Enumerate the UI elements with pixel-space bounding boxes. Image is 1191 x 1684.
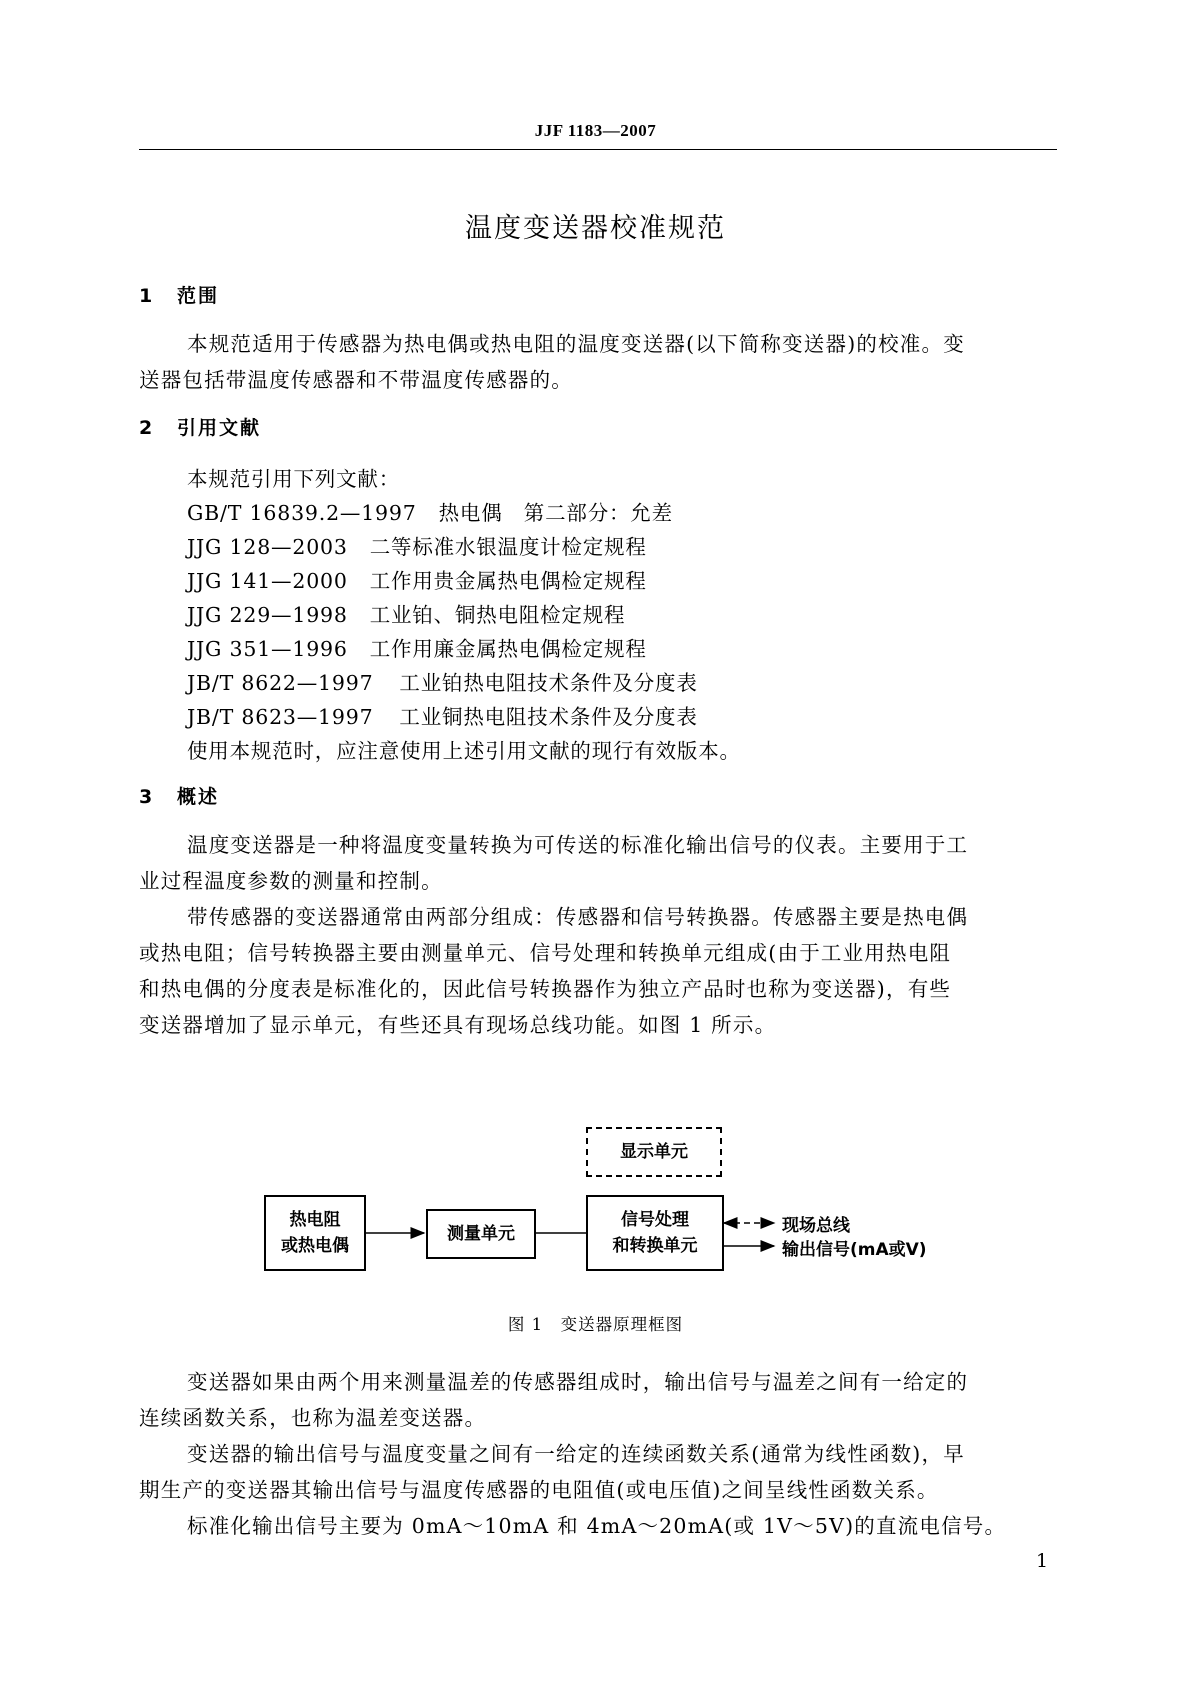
- text-line: 温度变送器是一种将温度变量转换为可传送的标准化输出信号的仪表。主要用于工: [187, 833, 969, 857]
- reference-title: 工业铂、铜热电阻检定规程: [369, 603, 626, 627]
- display-unit-box: [586, 1127, 722, 1177]
- section-number: 3: [139, 786, 155, 808]
- page-title: 温度变送器校准规范: [465, 213, 726, 244]
- reference-title: 工作用廉金属热电偶检定规程: [369, 637, 647, 661]
- measurement-unit-label: 测量单元: [447, 1224, 515, 1244]
- text-line: 业过程温度参数的测量和控制。: [139, 869, 443, 893]
- reference-code: GB/T 16839.2—1997: [187, 501, 417, 525]
- measurement-unit-box: [426, 1209, 536, 1259]
- reference-code: JB/T 8623—1997: [187, 705, 374, 729]
- reference-code: JJG 128—2003: [187, 535, 348, 559]
- page-number: 1: [1036, 1550, 1049, 1572]
- references-note: 使用本规范时，应注意使用上述引用文献的现行有效版本。: [187, 739, 741, 763]
- reference-title: 热电偶 第二部分：允差: [438, 501, 673, 525]
- reference-code: JJG 351—1996: [187, 637, 348, 661]
- text-line: 和热电偶的分度表是标准化的，因此信号转换器作为独立产品时也称为变送器)，有些: [139, 977, 952, 1001]
- overview-paragraph-3: [139, 1364, 1057, 1436]
- figure-caption: 图 1 变送器原理框图: [507, 1315, 684, 1334]
- overview-paragraph-5: [139, 1508, 1057, 1544]
- text-line: 连续函数关系，也称为温差变送器。: [139, 1406, 487, 1430]
- reference-code: JB/T 8622—1997: [187, 671, 374, 695]
- reference-title: 工业铂热电阻技术条件及分度表: [399, 671, 698, 695]
- overview-paragraph-4: [139, 1436, 1057, 1508]
- processor-label-line: 信号处理: [621, 1210, 689, 1230]
- sensor-label-line: 或热电偶: [281, 1236, 349, 1256]
- text-line: 标准化输出信号主要为 0mA～10mA 和 4mA～20mA(或 1V～5V)的直流电信号。: [187, 1514, 1007, 1538]
- text-line: 变送器如果由两个用来测量温差的传感器组成时，输出信号与温差之间有一给定的: [187, 1370, 969, 1394]
- reference-title: 二等标准水银温度计检定规程: [369, 535, 647, 559]
- sensor-label-line: 热电阻: [289, 1210, 341, 1230]
- text-line: 或热电阻；信号转换器主要由测量单元、信号处理和转换单元组成(由于工业用热电阻: [139, 941, 952, 965]
- reference-title: 工业铜热电阻技术条件及分度表: [399, 705, 698, 729]
- section-number: 1: [139, 285, 155, 307]
- section-title: 范围: [177, 285, 220, 307]
- reference-code: JJG 229—1998: [187, 603, 348, 627]
- text-line: 带传感器的变送器通常由两部分组成：传感器和信号转换器。传感器主要是热电偶: [187, 905, 969, 929]
- text-line: 期生产的变送器其输出信号与温度传感器的电阻值(或电压值)之间呈线性函数关系。: [139, 1478, 939, 1502]
- output-signal-label: 输出信号(mA或V): [782, 1240, 927, 1260]
- text-line: 本规范适用于传感器为热电偶或热电阻的温度变送器(以下简称变送器)的校准。变: [187, 332, 965, 356]
- reference-code: JJG 141—2000: [187, 569, 348, 593]
- section-number: 2: [139, 417, 155, 439]
- section-title: 引用文献: [177, 417, 262, 439]
- text-line: 变送器增加了显示单元，有些还具有现场总线功能。如图 1 所示。: [139, 1013, 777, 1037]
- fieldbus-label: 现场总线: [782, 1216, 850, 1236]
- processor-label-line: 和转换单元: [612, 1236, 698, 1256]
- reference-title: 工作用贵金属热电偶检定规程: [369, 569, 647, 593]
- display-unit-label: 显示单元: [620, 1142, 688, 1162]
- signal-processing-box: [586, 1195, 724, 1271]
- references-intro: 本规范引用下列文献：: [187, 467, 400, 491]
- section-title: 概述: [177, 786, 220, 808]
- text-line: 变送器的输出信号与温度变量之间有一给定的连续函数关系(通常为线性函数)，早: [187, 1442, 965, 1466]
- document-code-header: JJF 1183—2007: [534, 121, 657, 140]
- text-line: 送器包括带温度传感器和不带温度传感器的。: [139, 368, 573, 392]
- sensor-box: [264, 1195, 366, 1271]
